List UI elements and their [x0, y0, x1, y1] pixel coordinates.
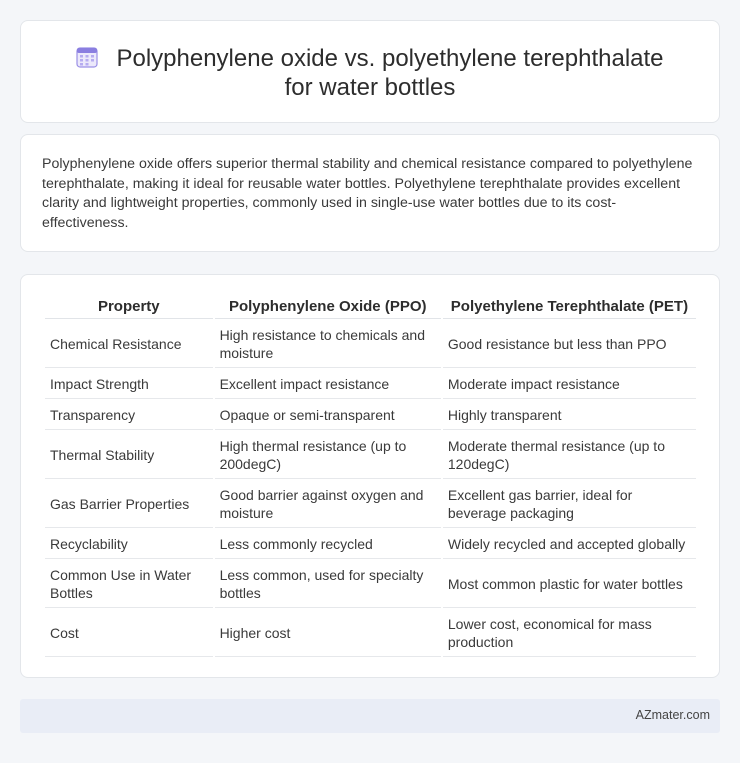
cell-pet: Moderate thermal resistance (up to 120degC): [443, 430, 696, 479]
cell-property: Gas Barrier Properties: [45, 479, 213, 528]
cell-property: Cost: [45, 608, 213, 657]
cell-pet: Widely recycled and accepted globally: [443, 528, 696, 559]
table-row: [45, 479, 696, 528]
title-wrap: [21, 44, 719, 102]
cell-ppo: Less commonly recycled: [215, 528, 441, 559]
comparison-table-card: [20, 274, 720, 678]
cell-ppo: Good barrier against oxygen and moisture: [215, 479, 441, 528]
cell-pet: Highly transparent: [443, 399, 696, 430]
summary-text: Polyphenylene oxide offers superior thermal stability and chemical resistance compared to polyethylene terephthalate, making it ideal for reusable water bottles. Polyethylene terephthalate provides excellent clarity and lightweight properties, commonly used in single-use water bottles due to its cost-effectiveness.: [42, 156, 693, 231]
page-title: Polyphenylene oxide vs. polyethylene terephthalate for water bottles: [116, 45, 664, 101]
table-row: [45, 559, 696, 608]
summary-card: [20, 134, 720, 252]
header-ppo: Polyphenylene Oxide (PPO): [215, 295, 441, 319]
cell-ppo: Higher cost: [215, 608, 441, 657]
cell-pet: Excellent gas barrier, ideal for beverage packaging: [443, 479, 696, 528]
cell-pet: Good resistance but less than PPO: [443, 319, 696, 368]
cell-property: Transparency: [45, 399, 213, 430]
cell-pet: Moderate impact resistance: [443, 368, 696, 399]
header-property: Property: [45, 295, 213, 319]
footer-bar: [20, 699, 720, 733]
header-pet: Polyethylene Terephthalate (PET): [443, 295, 696, 319]
cell-ppo: Less common, used for specialty bottles: [215, 559, 441, 608]
table-row: [45, 608, 696, 657]
calendar-grid-icon: [76, 46, 98, 68]
cell-ppo: Opaque or semi-transparent: [215, 399, 441, 430]
cell-property: Impact Strength: [45, 368, 213, 399]
cell-ppo: Excellent impact resistance: [215, 368, 441, 399]
footer-brand-link[interactable]: AZmater.com: [635, 708, 710, 722]
table-row: [45, 399, 696, 430]
comparison-table: [43, 295, 698, 657]
cell-pet: Most common plastic for water bottles: [443, 559, 696, 608]
cell-ppo: High thermal resistance (up to 200degC): [215, 430, 441, 479]
table-header-row: [45, 295, 696, 319]
cell-property: Common Use in Water Bottles: [45, 559, 213, 608]
title-card: [20, 20, 720, 123]
cell-ppo: High resistance to chemicals and moisture: [215, 319, 441, 368]
cell-property: Recyclability: [45, 528, 213, 559]
cell-property: Chemical Resistance: [45, 319, 213, 368]
table-row: [45, 430, 696, 479]
cell-pet: Lower cost, economical for mass production: [443, 608, 696, 657]
cell-property: Thermal Stability: [45, 430, 213, 479]
table-row: [45, 528, 696, 559]
table-row: [45, 368, 696, 399]
table-row: [45, 319, 696, 368]
